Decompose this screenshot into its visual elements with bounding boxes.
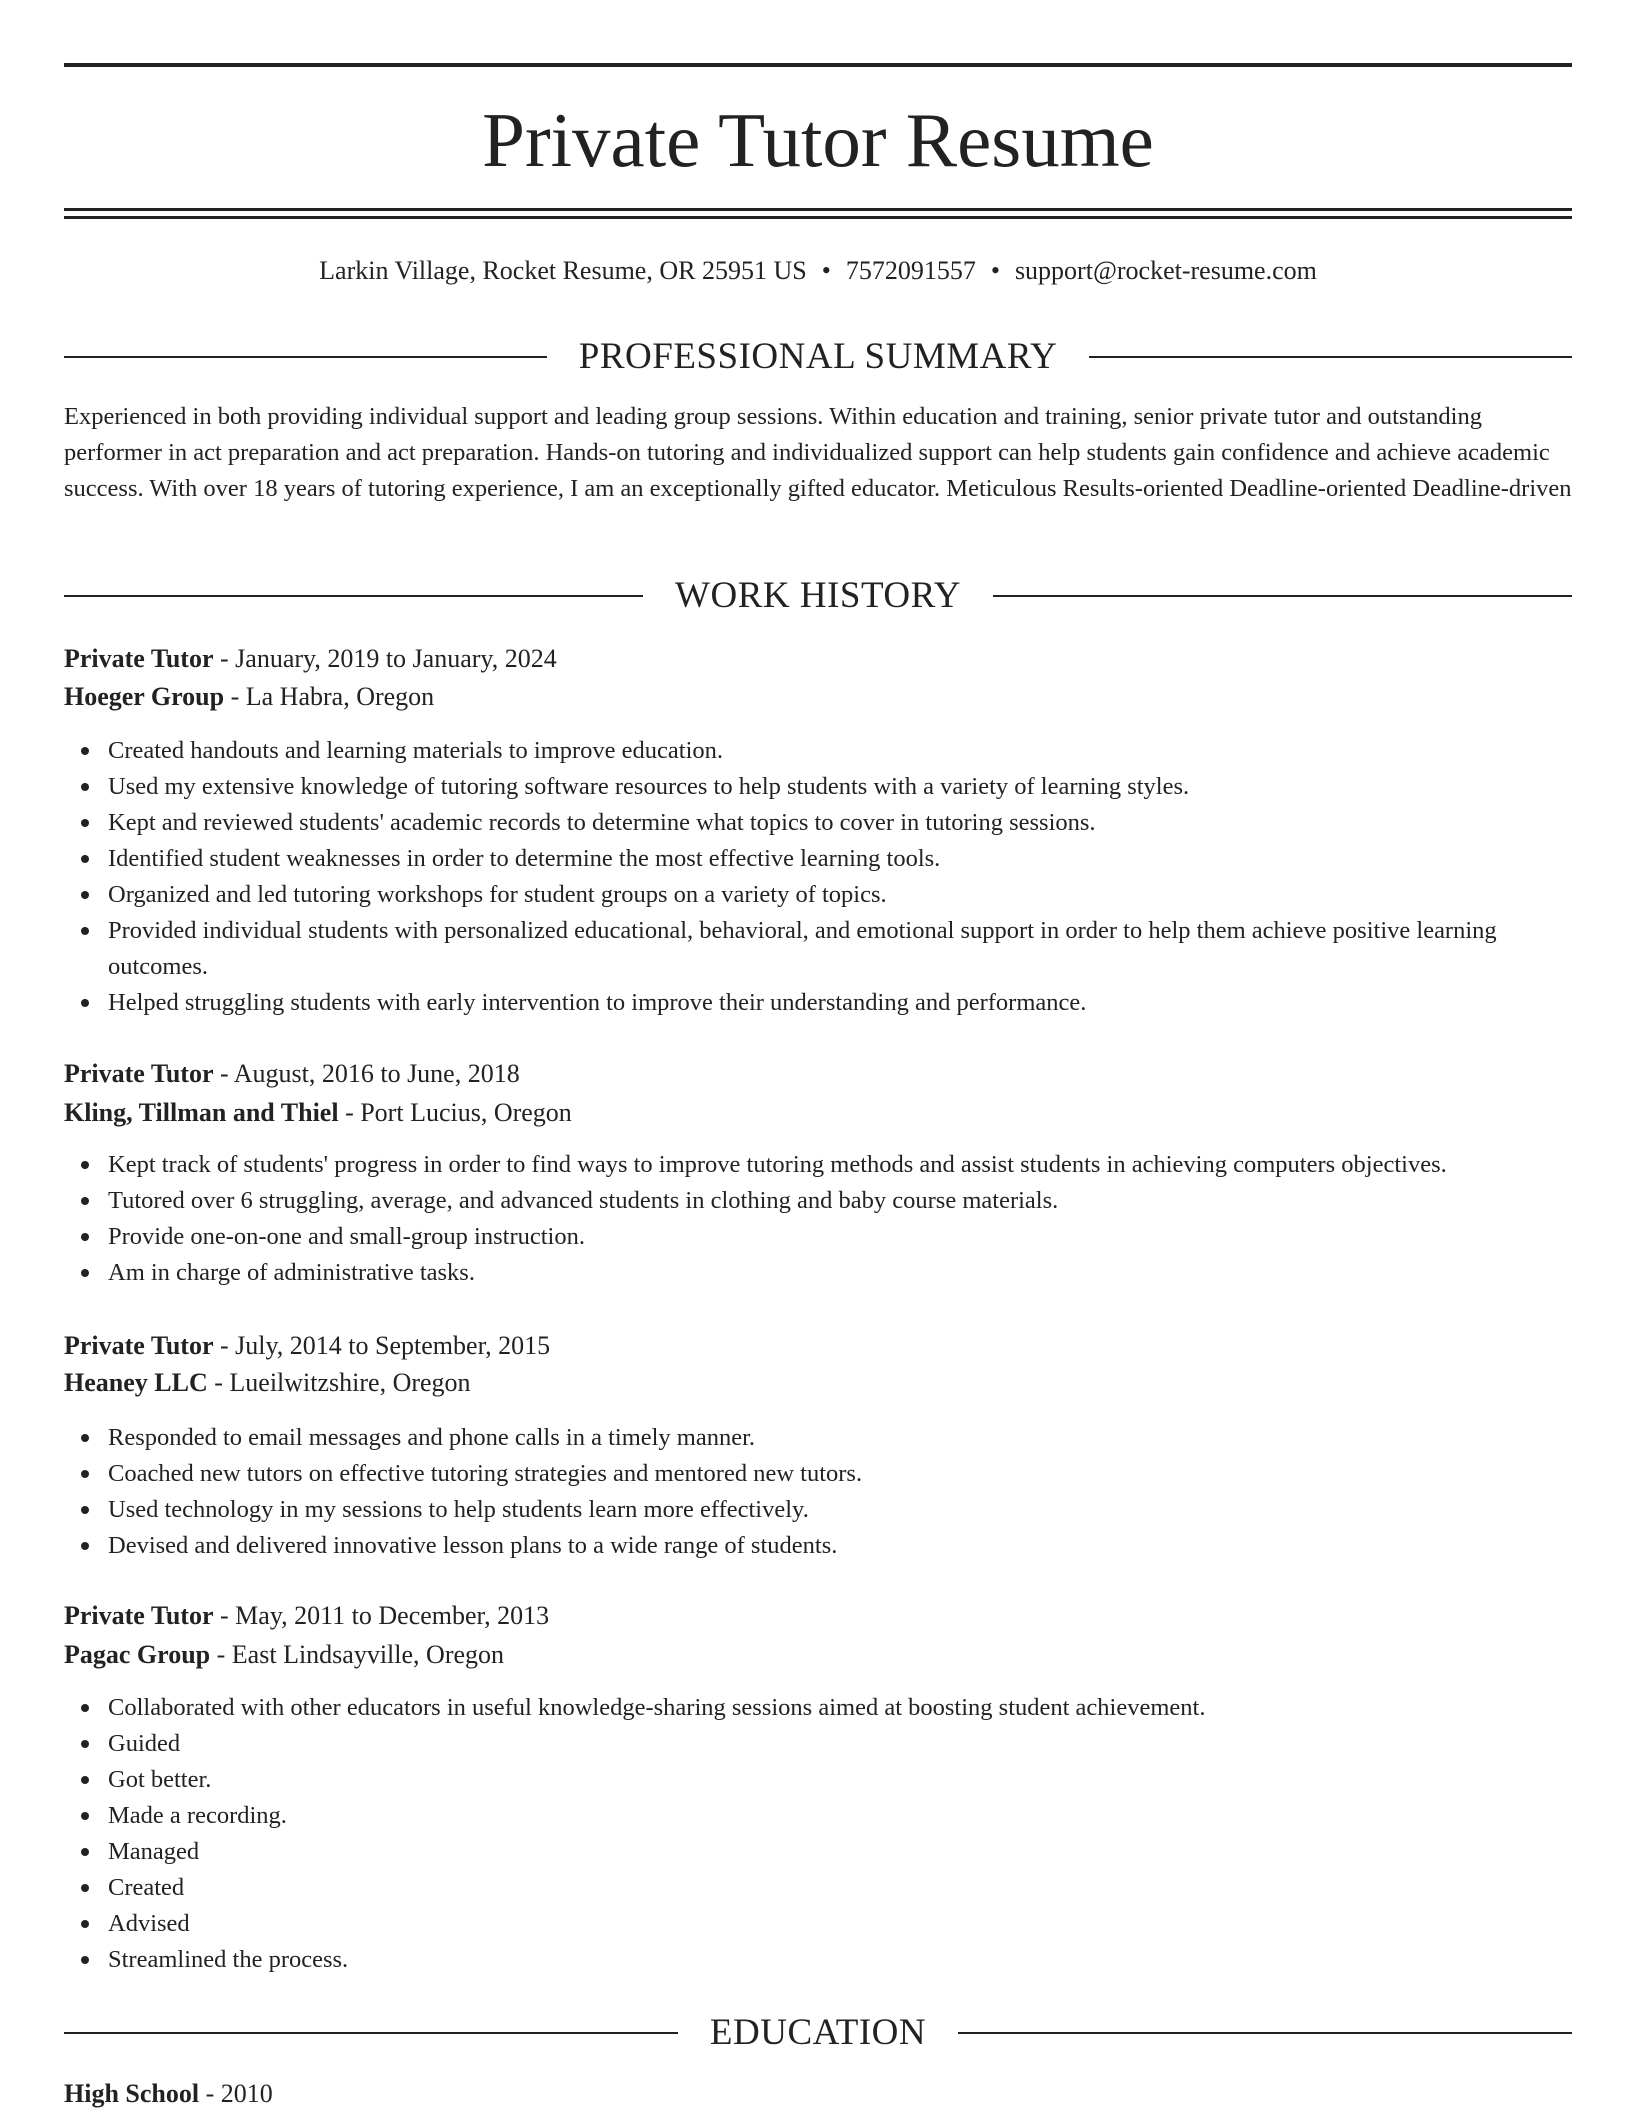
job-bullets: [64, 1147, 1572, 1291]
education-degree: High School: [64, 2079, 200, 2108]
section-title: PROFESSIONAL SUMMARY: [578, 336, 1058, 377]
job-bullets: [64, 733, 1572, 1021]
section-rule-right: [958, 2032, 1572, 2034]
list-item: Used my extensive knowledge of tutoring software resources to help students with a variety of learning styles.: [64, 769, 1572, 805]
list-item: Responded to email messages and phone calls in a timely manner.: [64, 1420, 1572, 1456]
job-dates: - May, 2011 to December, 2013: [213, 1601, 550, 1630]
job-title: Private Tutor: [64, 1601, 214, 1630]
list-item: Identified student weaknesses in order to determine the most effective learning tools.: [64, 841, 1572, 877]
list-item: Collaborated with other educators in useful knowledge-sharing sessions aimed at boosting student achievement.: [64, 1690, 1572, 1726]
summary-text: Experienced in both providing individual support and leading group sessions. Within education and training, senior private tutor and outstanding performer in act preparation and act preparation. Hands-on tutoring and individualized support can help students gain confidence and achieve academic success. With over 18 years of tutoring experience, I am an exceptionally gifted educator. Meticulous Results-oriented Deadline-oriented Deadline-driven: [64, 403, 1572, 502]
contact-separator: •: [821, 256, 831, 285]
job-company: Pagac Group: [64, 1640, 211, 1669]
section-header-education: [64, 2011, 1572, 2055]
education-year: - 2010: [199, 2079, 273, 2108]
section-rule-right: [1089, 356, 1572, 358]
job-title: Private Tutor: [64, 1331, 214, 1360]
job-title-line: [64, 1597, 1572, 1635]
job-location: - La Habra, Oregon: [224, 682, 435, 711]
section-header-work-history: [64, 574, 1572, 618]
job-dates: - August, 2016 to June, 2018: [213, 1059, 520, 1088]
list-item: Provided individual students with personalized educational, behavioral, and emotional support in order to help them achieve positive learning outcomes.: [64, 913, 1572, 985]
section-title: WORK HISTORY: [675, 575, 961, 616]
section-header-summary: [64, 335, 1572, 379]
section-rule-left: [64, 595, 643, 597]
section-rule-right: [993, 595, 1572, 597]
job-location: - East Lindsayville, Oregon: [210, 1640, 505, 1669]
list-item: Advised: [64, 1906, 1572, 1942]
list-item: Helped struggling students with early intervention to improve their understanding and performance.: [64, 985, 1572, 1021]
list-item: Guided: [64, 1726, 1572, 1762]
list-item: Created handouts and learning materials to improve education.: [64, 733, 1572, 769]
job-location: - Port Lucius, Oregon: [338, 1098, 572, 1127]
job-company-line: [64, 1636, 1572, 1674]
job-title: Private Tutor: [64, 1059, 214, 1088]
header-double-rule-top: [64, 208, 1572, 211]
job-company-line: [64, 678, 1572, 716]
list-item: Managed: [64, 1834, 1572, 1870]
job-title-line: [64, 640, 1572, 678]
education-entry: [64, 2075, 1572, 2113]
list-item: Created: [64, 1870, 1572, 1906]
job-company: Kling, Tillman and Thiel: [64, 1098, 339, 1127]
header-double-rule-bottom: [64, 216, 1572, 219]
list-item: Am in charge of administrative tasks.: [64, 1255, 1572, 1291]
job-company-line: [64, 1094, 1572, 1132]
contact-address: Larkin Village, Rocket Resume, OR 25951 US: [319, 256, 807, 285]
list-item: Coached new tutors on effective tutoring strategies and mentored new tutors.: [64, 1456, 1572, 1492]
page-title: Private Tutor Resume: [482, 97, 1154, 183]
list-item: Organized and led tutoring workshops for student groups on a variety of topics.: [64, 877, 1572, 913]
list-item: Kept track of students' progress in order to find ways to improve tutoring methods and assist students in achieving computers objectives.: [64, 1147, 1572, 1183]
job-location: - Lueilwitzshire, Oregon: [207, 1368, 471, 1397]
contact-separator: •: [990, 256, 1000, 285]
job-company-line: [64, 1364, 1572, 1402]
header-top-rule: [64, 63, 1572, 67]
list-item: Made a recording.: [64, 1798, 1572, 1834]
section-title: EDUCATION: [709, 2012, 927, 2053]
job-dates: - January, 2019 to January, 2024: [213, 644, 557, 673]
job-title-line: [64, 1055, 1572, 1093]
contact-email: support@rocket-resume.com: [1014, 256, 1317, 285]
list-item: Got better.: [64, 1762, 1572, 1798]
job-company: Hoeger Group: [64, 682, 225, 711]
list-item: Kept and reviewed students' academic records to determine what topics to cover in tutoring sessions.: [64, 805, 1572, 841]
job-dates: - July, 2014 to September, 2015: [213, 1331, 551, 1360]
job-company: Heaney LLC: [64, 1368, 208, 1397]
contact-phone: 7572091557: [845, 256, 976, 285]
job-bullets: [64, 1690, 1572, 1978]
contact-line: [64, 253, 1572, 289]
list-item: Provide one-on-one and small-group instruction.: [64, 1219, 1572, 1255]
list-item: Tutored over 6 struggling, average, and advanced students in clothing and baby course materials.: [64, 1183, 1572, 1219]
job-title-line: [64, 1327, 1572, 1365]
list-item: Devised and delivered innovative lesson plans to a wide range of students.: [64, 1528, 1572, 1564]
list-item: Streamlined the process.: [64, 1942, 1572, 1978]
section-rule-left: [64, 2032, 678, 2034]
job-bullets: [64, 1420, 1572, 1564]
list-item: Used technology in my sessions to help students learn more effectively.: [64, 1492, 1572, 1528]
job-title: Private Tutor: [64, 644, 214, 673]
section-rule-left: [64, 356, 547, 358]
